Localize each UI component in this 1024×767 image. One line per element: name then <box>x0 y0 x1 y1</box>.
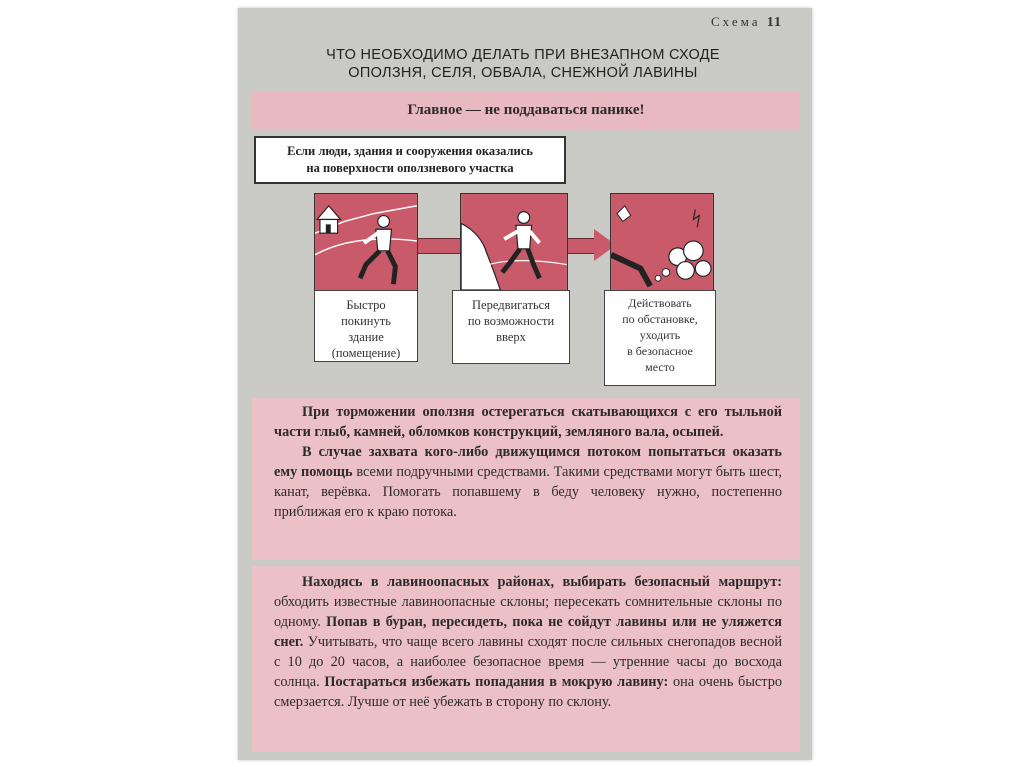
para-2-bold: В случае захвата кого-либо движущимся потоком попытаться оказать ему помощь <box>274 444 782 480</box>
step-3-line: по обстановке, <box>622 312 698 326</box>
step-1-line: Быстро <box>346 298 386 312</box>
main-rule-band <box>252 92 800 130</box>
house-runner-icon <box>314 193 418 291</box>
title-line-2: ОПОЛЗНЯ, СЕЛЯ, ОБВАЛА, СНЕЖНОЙ ЛАВИНЫ <box>348 65 698 81</box>
condition-box <box>254 136 566 184</box>
step-1-line: здание <box>348 330 384 344</box>
flow-arrow-2 <box>568 238 596 254</box>
para-3-text-1: обходить известные лавиноопасные склоны; пересекать сомнительные склоны по одному. <box>274 594 782 630</box>
scheme-label-text: Схема <box>710 14 761 29</box>
scheme-page <box>238 8 812 760</box>
landslide-advice-block <box>252 398 800 560</box>
para-3-bold-3: Постараться избежать попадания в мокрую лавину: <box>324 674 669 690</box>
para-3-text-2: Учитывать, что чаще всего лавины сходят после сильных снегопадов весной с 10 до 20 часов, а наиболее безопасное время — утренние часы до восхода солнца. <box>274 634 782 690</box>
scheme-label <box>711 14 782 31</box>
para-1 <box>274 402 782 442</box>
para-1-bold: При торможении оползня остерегаться скатывающихся с его тыльной части глыб, камней, обломков конструкций, земляного вала, осыпей. <box>274 404 782 440</box>
step-3-line: Действовать <box>628 296 692 310</box>
para-3-text-3: она очень быстро смерзается. Лучше от неё убежать в сторону по склону. <box>274 674 782 710</box>
condition-line-1: Если люди, здания и сооружения оказались <box>287 144 533 158</box>
step-2-line: Передвигаться <box>472 298 550 312</box>
step-2-line: вверх <box>496 330 526 344</box>
step-3-line: уходить <box>639 328 681 342</box>
para-3 <box>274 572 782 712</box>
step-3-line: место <box>645 360 675 374</box>
avalanche-advice-block <box>252 566 800 752</box>
step-1-line: (помещение) <box>331 346 401 360</box>
condition-line-2: на поверхности оползневого участка <box>306 161 514 175</box>
para-3-bold-1: Находясь в лавиноопасных районах, выбирать безопасный маршрут: <box>302 574 782 590</box>
scheme-number: 11 <box>766 15 782 30</box>
para-2 <box>274 442 782 522</box>
page-title <box>278 46 768 82</box>
falling-rocks-icon <box>610 193 714 291</box>
title-line-1: ЧТО НЕОБХОДИМО ДЕЛАТЬ ПРИ ВНЕЗАПНОМ СХОДЕ <box>326 47 720 63</box>
climber-icon <box>460 193 568 291</box>
step-1-text <box>314 290 418 362</box>
main-rule-text: Главное — не поддаваться панике! <box>407 102 645 118</box>
step-3-text <box>604 290 716 386</box>
para-3-bold-2: Попав в буран, пересидеть, пока не сойдут лавины или не уляжется снег. <box>274 614 783 650</box>
step-3-line: в безопасное <box>627 344 693 358</box>
flow-arrow-1 <box>414 238 462 254</box>
step-2-line: по возможности <box>467 314 555 328</box>
para-2-text: всеми подручными средствами. Такими средствами могут быть шест, канат, верёвка. Помогать попавшему в беду человеку нужно, постепенно приближая его к краю потока. <box>274 464 782 520</box>
step-1-line: покинуть <box>341 314 391 328</box>
step-2-text <box>452 290 570 364</box>
